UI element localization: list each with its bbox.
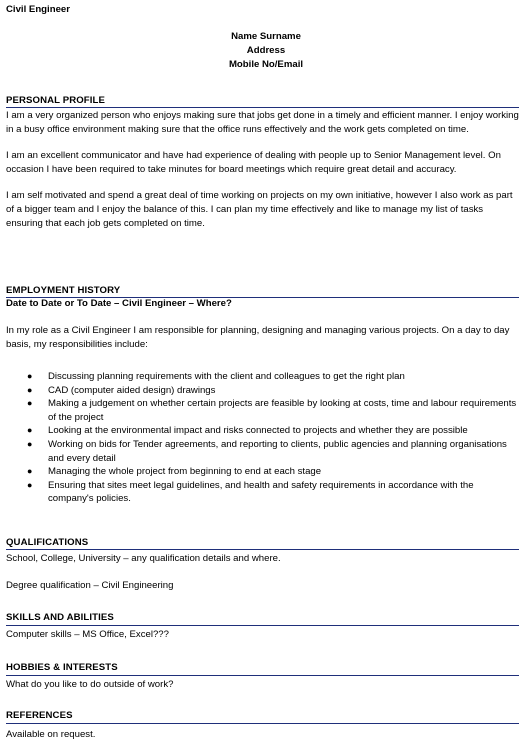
bullet-icon: ● — [27, 466, 33, 477]
personal-profile-body — [6, 109, 520, 230]
section-heading-employment-history: EMPLOYMENT HISTORY — [6, 285, 121, 296]
profile-paragraph: I am an excellent communicator and have had experience of dealing with people up to Senior Management level. On occasion I have been required to take minutes for board meetings which require great detail and accuracy. — [6, 150, 501, 175]
section-heading-skills: SKILLS AND ABILITIES — [6, 612, 114, 623]
responsibility-text: Discussing planning requirements with the client and colleagues to get the right plan — [48, 371, 405, 382]
contact-header — [0, 30, 525, 72]
references-line: Available on request. — [6, 729, 96, 740]
profile-paragraph: I am a very organized person who enjoys making sure that jobs get done in a timely and efficient manner. I enjoy working in a busy office environment making sure that the office runs effectively and the work gets completed on time. — [6, 110, 519, 135]
bullet-icon: ● — [27, 425, 33, 436]
section-heading-qualifications: QUALIFICATIONS — [6, 537, 89, 548]
bullet-icon: ● — [27, 438, 33, 449]
list-item — [6, 438, 520, 465]
responsibility-text: Ensuring that sites meet legal guidelines, and health and safety requirements in accordance with the company's policies. — [48, 479, 474, 505]
section-heading-hobbies: HOBBIES & INTERESTS — [6, 662, 118, 673]
section-divider — [6, 549, 519, 550]
qualification-line: Degree qualification – Civil Engineering — [6, 580, 174, 591]
list-item — [6, 384, 520, 398]
section-divider — [6, 723, 519, 724]
bullet-icon: ● — [27, 398, 33, 409]
responsibility-text: CAD (computer aided design) drawings — [48, 384, 216, 396]
responsibilities-list — [6, 370, 520, 506]
list-item — [6, 370, 520, 384]
section-divider — [6, 107, 519, 108]
list-item — [6, 479, 520, 506]
responsibility-text: Working on bids for Tender agreements, and reporting to clients, public agencies and planning organisations and every detail — [48, 438, 507, 464]
qualification-line: School, College, University – any qualification details and where. — [6, 553, 281, 564]
document-title: Civil Engineer — [6, 4, 70, 15]
candidate-name: Name Surname — [231, 31, 301, 42]
candidate-contact: Mobile No/Email — [228, 59, 304, 70]
bullet-icon: ● — [27, 479, 33, 490]
section-heading-references: REFERENCES — [6, 710, 73, 721]
profile-paragraph: I am self motivated and spend a great deal of time working on projects on my own initiative, however I also work as part of a bigger team and I enjoy the balance of this. I can plan my time effectively and like to manage my list of tasks ensuring that each job gets completed on time. — [6, 190, 513, 229]
role-line: Date to Date or To Date – Civil Engineer – Where? — [6, 298, 232, 309]
employment-intro: In my role as a Civil Engineer I am responsible for planning, designing and managing various projects. On a day to day basis, my responsibilities include: — [6, 325, 510, 350]
bullet-icon: ● — [27, 384, 33, 395]
list-item — [6, 465, 520, 479]
skills-line: Computer skills – MS Office, Excel??? — [6, 629, 169, 640]
responsibility-text: Making a judgement on whether certain projects are feasible by looking at costs, time and labour requirements of the project — [48, 398, 517, 423]
section-divider — [6, 625, 519, 626]
bullet-icon: ● — [27, 371, 33, 381]
responsibility-text: Managing the whole project from beginning to end at each stage — [48, 466, 322, 478]
section-heading-personal-profile: PERSONAL PROFILE — [6, 95, 105, 106]
section-divider — [6, 675, 519, 676]
candidate-address: Address — [246, 45, 286, 56]
hobbies-line: What do you like to do outside of work? — [6, 679, 174, 690]
list-item — [6, 397, 520, 424]
responsibility-text: Looking at the environmental impact and risks connected to projects and whether they are possible — [48, 425, 468, 437]
list-item — [6, 424, 520, 438]
